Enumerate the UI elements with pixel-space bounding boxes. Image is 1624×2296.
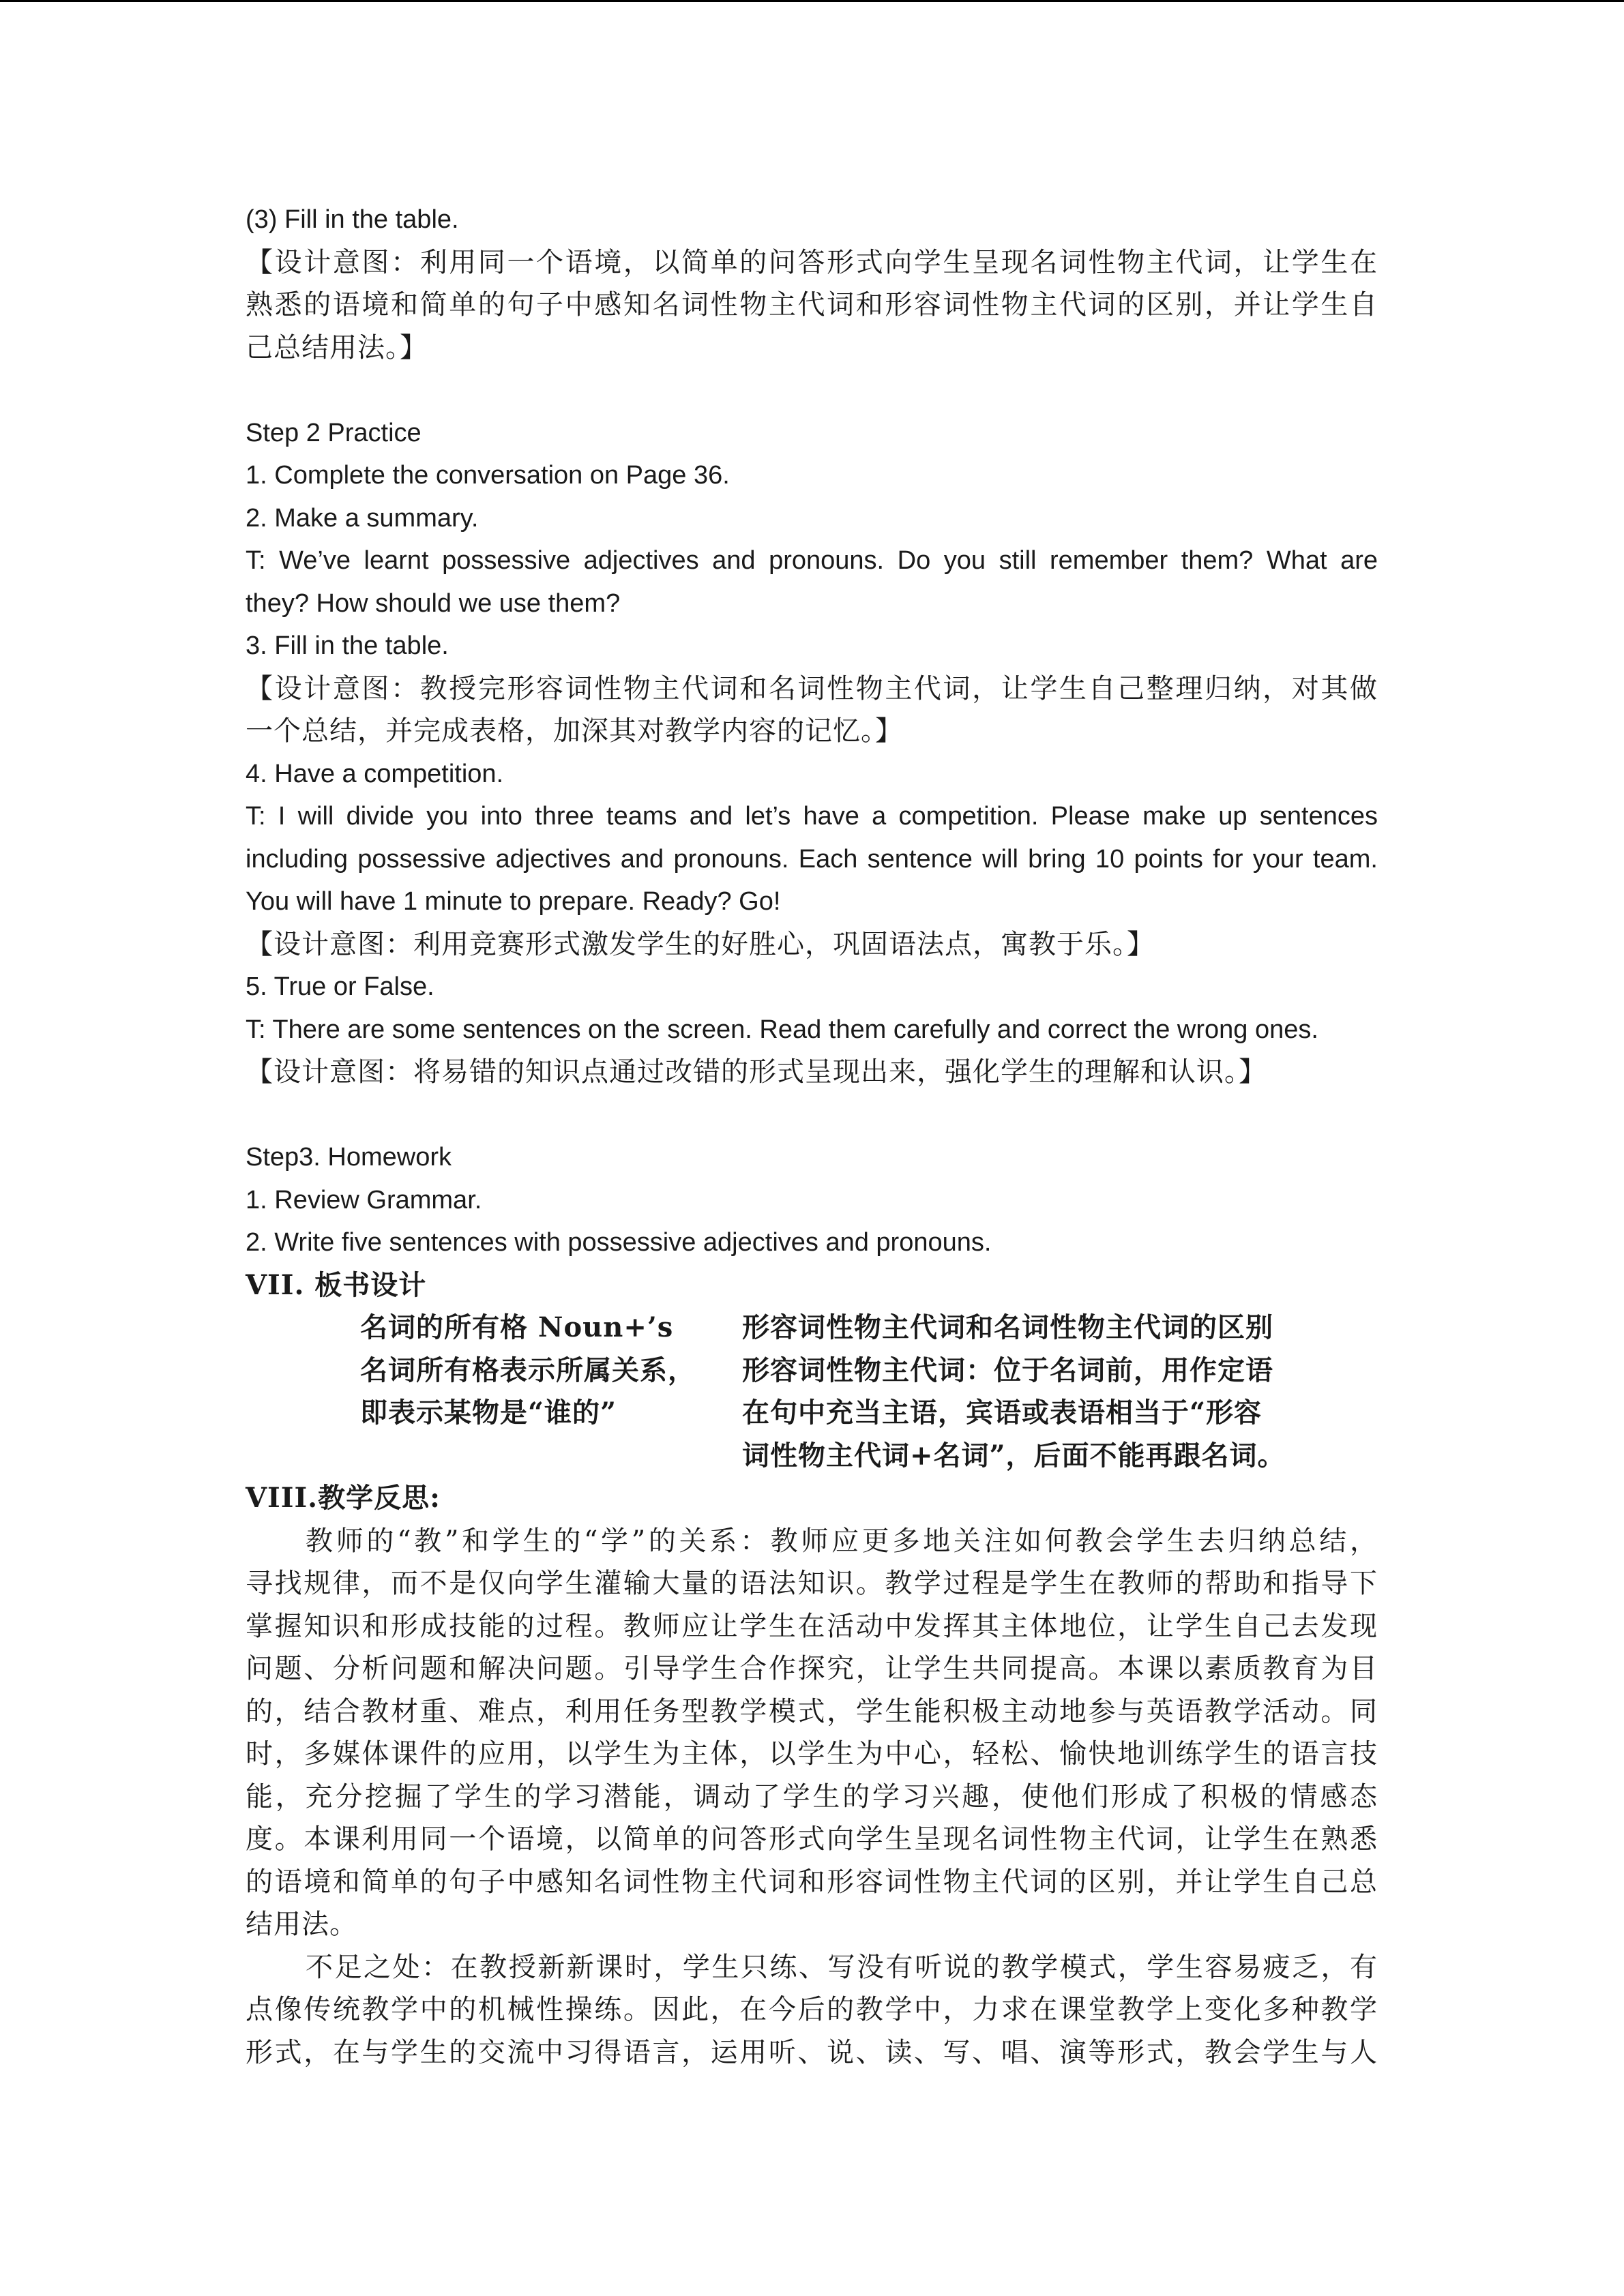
reflection-line: 寻找规律，而不是仅向学生灌输大量的语法知识。教学过程是学生在教师的帮助和指导下: [246, 1568, 1378, 1599]
teacher-competition-line: T: I will divide you into three teams and let’s have a competition. Please make up sentences: [246, 802, 1378, 831]
teacher-competition-line: including possessive adjectives and pronouns. Each sentence will bring 10 points for your team.: [246, 844, 1378, 874]
reflection-line: 问题、分析问题和解决问题。引导学生合作探究，让学生共同提高。本课以素质教育为目: [246, 1653, 1378, 1684]
board-left-line: 即表示某物是“谁的”: [360, 1397, 617, 1429]
design-intent-line: 己总结用法。】: [246, 331, 428, 363]
board-right-column: [742, 1307, 1356, 1477]
teacher-summary-line: they? How should we use them?: [246, 588, 621, 618]
step3-heading: Step3. Homework: [246, 1143, 452, 1172]
reflection-line: 度。本课利用同一个语境，以简单的问答形式向学生呈现名词性物主代词，让学生在熟悉: [246, 1823, 1378, 1855]
design-intent-line: 熟悉的语境和简单的句子中感知名词性物主代词和形容词性物主代词的区别，并让学生自: [246, 289, 1378, 320]
board-left-column: [360, 1307, 742, 1477]
reflection-line: 掌握知识和形成技能的过程。教师应让学生在活动中发挥其主体地位，让学生自己去发现: [246, 1610, 1378, 1642]
teacher-competition-line: You will have 1 minute to prepare. Ready? Go!: [246, 887, 781, 916]
board-left-line: 名词所有格表示所属关系，: [360, 1354, 696, 1386]
section7-heading: VII. 板书设计: [246, 1268, 427, 1301]
step2-item4: 4. Have a competition.: [246, 759, 504, 788]
document-page: [246, 198, 1378, 2074]
reflection-line: 的语境和简单的句子中感知名词性物主代词和形容词性物主代词的区别，并让学生自己总: [246, 1866, 1378, 1898]
reflection-line: 的，结合教材重、难点，利用任务型教学模式，学生能积极主动地参与英语教学活动。同: [246, 1695, 1378, 1727]
step1-task3: (3) Fill in the table.: [246, 205, 459, 234]
section8-heading: VIII.教学反思:: [246, 1482, 441, 1514]
reflection-line: 点像传统教学中的机械性操练。因此，在今后的教学中，力求在课堂教学上变化多种教学: [246, 1994, 1378, 2025]
board-right-line: 词性物主代词+名词”，后面不能再跟名词。: [742, 1439, 1286, 1472]
step2-item5: 5. True or False.: [246, 972, 434, 1001]
teacher-summary-line: T: We’ve learnt possessive adjectives and pronouns. Do you still remember them? What are: [246, 546, 1378, 575]
design-intent-line: 一个总结，并完成表格，加深其对教学内容的记忆。】: [246, 715, 903, 747]
reflection-line: 结用法。: [246, 1909, 357, 1940]
step2-item3: 3. Fill in the table.: [246, 631, 449, 660]
board-right-line: 在句中充当主语，宾语或表语相当于“形容: [742, 1397, 1263, 1429]
design-intent-line: 【设计意图：教授完形容词性物主代词和名词性物主代词，让学生自己整理归纳，对其做: [246, 672, 1378, 704]
reflection-line: 教师的“教”和学生的“学”的关系：教师应更多地关注如何教会学生去归纳总结，: [306, 1525, 1378, 1557]
step2-item2: 2. Make a summary.: [246, 503, 479, 533]
step3-item1: 1. Review Grammar.: [246, 1185, 482, 1214]
reflection-line: 能，充分挖掘了学生的学习潜能，调动了学生的学习兴趣，使他们形成了积极的情感态: [246, 1780, 1378, 1813]
reflection-line: 时，多媒体课件的应用，以学生为主体，以学生为中心，轻松、愉快地训练学生的语言技: [246, 1738, 1378, 1770]
step2-heading: Step 2 Practice: [246, 418, 422, 447]
reflection-line: 不足之处：在教授新新课时，学生只练、写没有听说的教学模式，学生容易疲乏，有: [306, 1951, 1378, 1983]
board-left-line: 名词的所有格 Noun+’s: [360, 1311, 674, 1343]
reflection-line: 形式，在与学生的交流中习得语言，运用听、说、读、写、唱、演等形式，教会学生与人: [246, 2036, 1378, 2068]
step2-item1: 1. Complete the conversation on Page 36.: [246, 461, 730, 490]
design-intent-line: 【设计意图：利用同一个语境，以简单的问答形式向学生呈现名词性物主代词，让学生在: [246, 246, 1378, 278]
teacher-true-false: T: There are some sentences on the screen. Read them carefully and correct the wrong ones.: [246, 1015, 1318, 1044]
spacer: [246, 369, 1378, 412]
board-right-line: 形容词性物主代词：位于名词前，用作定语: [742, 1354, 1273, 1386]
spacer: [246, 1094, 1378, 1137]
step3-item2: 2. Write five sentences with possessive adjectives and pronouns.: [246, 1228, 992, 1257]
design-intent-line: 【设计意图：将易错的知识点通过改错的形式呈现出来，强化学生的理解和认识。】: [246, 1056, 1267, 1088]
board-right-line: 形容词性物主代词和名词性物主代词的区别: [742, 1311, 1273, 1343]
blackboard-design: [246, 1307, 1378, 1477]
design-intent-line: 【设计意图：利用竞赛形式激发学生的好胜心，巩固语法点，寓教于乐。】: [246, 928, 1155, 960]
